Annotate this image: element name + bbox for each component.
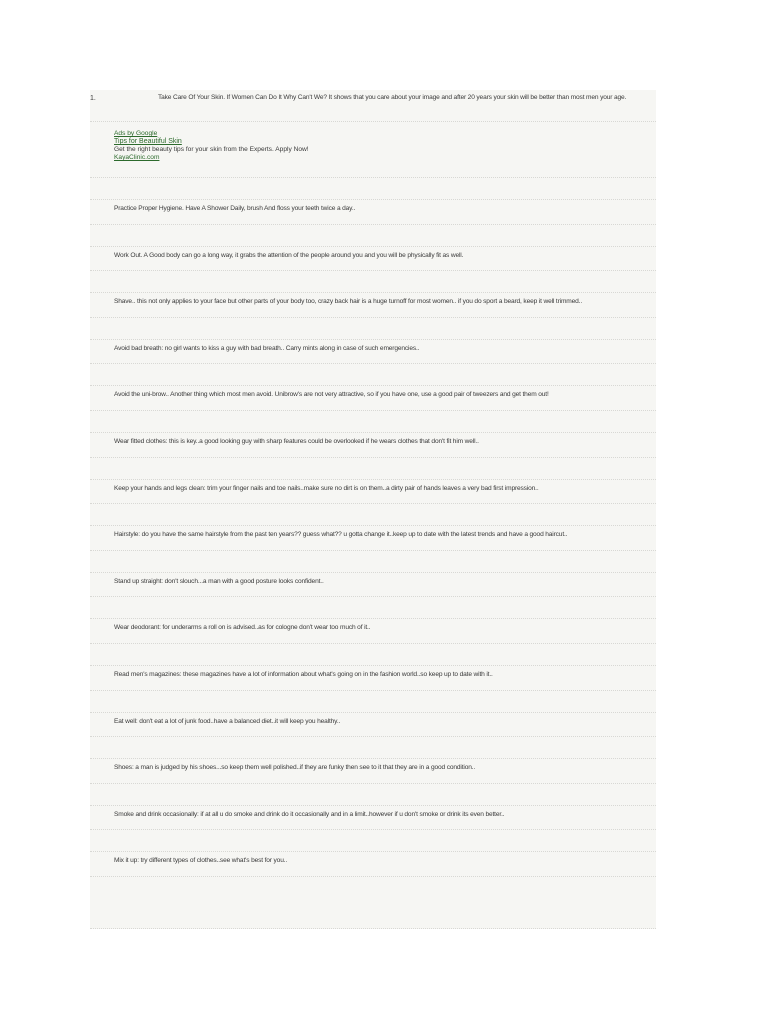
list-item	[90, 526, 656, 551]
spacer-row	[90, 411, 656, 433]
intro-text: Take Care Of Your Skin. If Women Can Do It Why Can't We? It shows that you care about your image and after 20 years your skin will be better than most men your age.	[158, 94, 627, 101]
tip-text: Work Out. A Good body can go a long way, it grabs the attention of the people around you and you will be physically fit as well.	[114, 251, 464, 259]
tip-text: Shave.. this not only applies to your face but other parts of your body too, crazy back hair is a huge turnoff for most women.. if you do sport a beard, keep it well trimmed..	[114, 298, 583, 306]
list-item	[90, 619, 656, 644]
spacer-row	[90, 597, 656, 619]
tip-text: Smoke and drink occasionally: if at all u do smoke and drink do it occasionally and in a limit..however if u don't smoke or drink its even better..	[114, 810, 505, 818]
ad-label-link[interactable]: Ads by Google	[114, 130, 158, 137]
spacer-row	[90, 318, 656, 340]
list-item	[90, 759, 656, 784]
tip-text: Avoid the uni-brow.. Another thing which most men avoid. Unibrow's are not very attractive, so if you have one, use a good pair of tweezers and get them out!	[114, 391, 549, 399]
tip-text: Stand up straight: don't slouch...a man with a good posture looks confident..	[114, 577, 324, 585]
spacer-row	[90, 737, 656, 759]
list-item	[90, 666, 656, 691]
spacer-row	[90, 504, 656, 526]
spacer-row	[90, 691, 656, 713]
list-item	[90, 573, 656, 598]
spacer-row	[90, 271, 656, 293]
tip-text: Read men's magazines: these magazines have a lot of information about what's going on in the fashion world..so keep up to date with it..	[114, 671, 493, 678]
spacer-row	[90, 784, 656, 806]
tip-text: Practice Proper Hygiene. Have A Shower Daily, brush And floss your teeth twice a day..	[114, 205, 356, 212]
ad-row	[90, 122, 656, 178]
tip-text: Wear fitted clothes: this is key..a good looking guy with sharp features could be overlooked if he wears clothes that don't fit him well..	[114, 438, 479, 445]
ad-title-link[interactable]: Tips for Beautiful Skin	[114, 138, 182, 145]
list-item	[90, 480, 656, 505]
list-item	[90, 433, 656, 458]
spacer-row	[90, 830, 656, 852]
list-item	[90, 200, 656, 225]
tip-text: Mix it up: try different types of clothes..see what's best for you..	[114, 857, 288, 865]
list-item	[90, 340, 656, 365]
list-item	[90, 806, 656, 831]
list-item	[90, 247, 656, 272]
tip-text: Shoes: a man is judged by his shoes...so keep them well polished..if they are funky then see to it that they are in a good condition..	[114, 764, 476, 772]
list-item	[90, 852, 656, 877]
list-item	[90, 386, 656, 411]
document-page	[90, 90, 656, 929]
list-item	[90, 293, 656, 318]
tip-text: Wear deodorant: for underarms a roll on is advised..as for cologne don't wear too much of it..	[114, 624, 371, 632]
list-number: 1.	[90, 95, 96, 102]
spacer-row	[90, 364, 656, 386]
spacer-row	[90, 178, 656, 200]
spacer-row	[90, 551, 656, 573]
ad-site-link[interactable]: KayaClinic.com	[114, 154, 160, 161]
list-item-intro	[90, 90, 656, 122]
tip-text: Keep your hands and legs clean: trim your finger nails and toe nails..make sure no dirt is on them..a dirty pair of hands leaves a very bad first impression..	[114, 484, 539, 492]
spacer-row	[90, 458, 656, 480]
tip-text: Hairstyle: do you have the same hairstyle from the past ten years?? guess what?? u gotta change it..keep up to date with the latest trends and have a good haircut..	[114, 531, 568, 539]
spacer-row	[90, 225, 656, 247]
ad-description: Get the right beauty tips for your skin from the Experts. Apply Now!	[114, 146, 309, 153]
list-item	[90, 713, 656, 738]
tip-text: Eat well: don't eat a lot of junk food..have a balanced diet..it will keep you healthy..	[114, 717, 341, 725]
tip-text: Avoid bad breath: no girl wants to kiss a guy with bad breath.. Carry mints along in case of such emergencies..	[114, 344, 420, 352]
spacer-row	[90, 644, 656, 666]
